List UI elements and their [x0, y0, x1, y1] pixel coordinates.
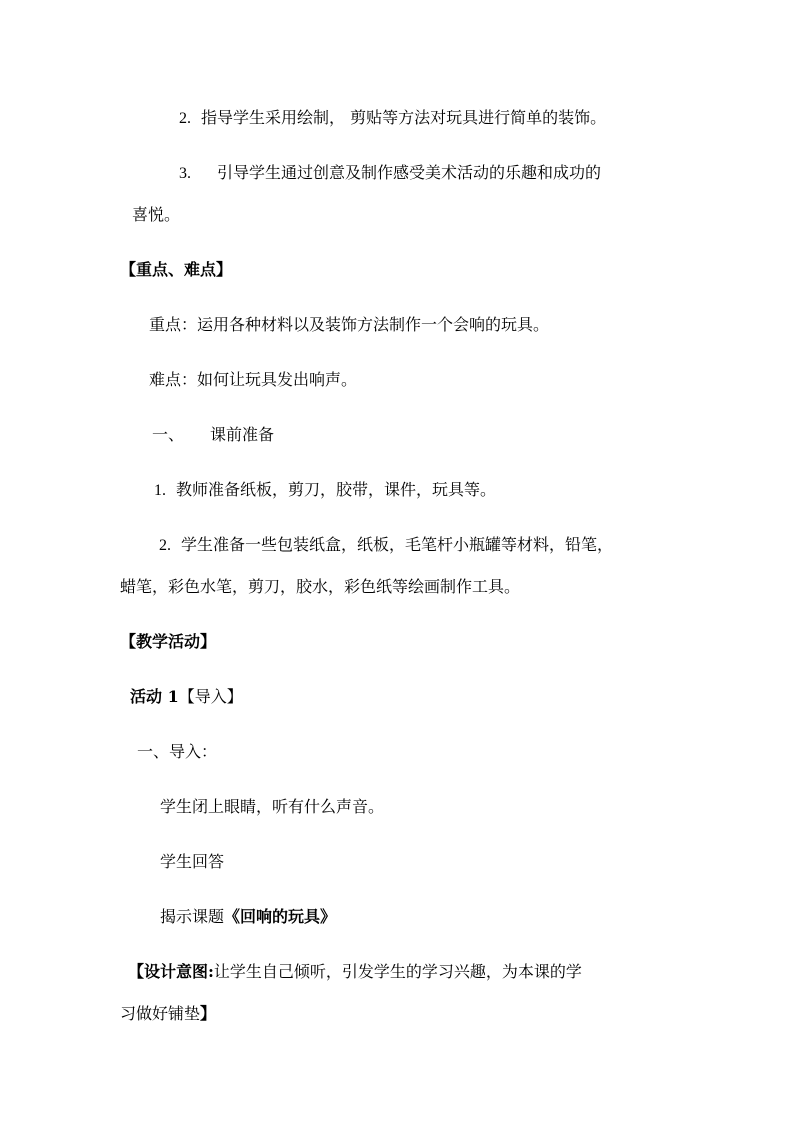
preparation-item-1-number: 1. — [154, 482, 166, 499]
preparation-heading-text: 课前准备 — [210, 425, 275, 444]
activity-1-title: 【导入】 — [178, 687, 243, 706]
design-intent-close: 】 — [200, 1004, 217, 1023]
teaching-activities-heading: 【教学活动】 — [120, 632, 217, 651]
design-intent-label: 【设计意图: — [128, 962, 214, 981]
preparation-item-2-continuation: 蜡笔，彩色水笔，剪刀，胶水，彩色纸等绘画制作工具。 — [120, 577, 521, 596]
preparation-heading-number: 一、 — [152, 425, 185, 444]
objective-item-2-text: 指导学生采用绘制， 剪贴等方法对玩具进行简单的装饰。 — [201, 108, 607, 127]
objective-item-3-number: 3. — [179, 165, 191, 182]
preparation-item-1-text: 教师准备纸板，剪刀，胶带，课件，玩具等。 — [176, 480, 497, 499]
objective-item-3-continuation: 喜悦。 — [132, 205, 181, 224]
preparation-item-1 — [154, 480, 496, 501]
objective-item-3 — [179, 163, 601, 184]
design-intent-text-line2: 习做好铺垫 — [120, 1004, 201, 1023]
intro-step-3-prefix: 揭示课题 — [160, 907, 225, 926]
preparation-item-2-text-line1: 学生准备一些包装纸盒，纸板，毛笔杆小瓶罐等材料，铅笔， — [181, 535, 614, 554]
preparation-heading — [152, 425, 274, 445]
focus-point: 重点：运用各种材料以及装饰方法制作一个会响的玩具。 — [149, 315, 550, 334]
design-intent — [128, 962, 582, 982]
objective-item-3-text-line1: 引导学生通过创意及制作感受美术活动的乐趣和成功的 — [217, 163, 602, 182]
activity-1-label: 活动 1 — [130, 687, 179, 706]
key-points-heading: 【重点、难点】 — [120, 260, 233, 279]
intro-step-1: 学生闭上眼睛，听有什么声音。 — [160, 797, 385, 816]
difficulty-point: 难点：如何让玩具发出响声。 — [149, 370, 358, 389]
intro-step-3 — [160, 907, 336, 927]
design-intent-text-line1: 让学生自己倾听，引发学生的学习兴趣，为本课的学 — [213, 962, 582, 981]
activity-1-heading — [130, 687, 243, 707]
objective-item-2-number: 2. — [179, 110, 191, 127]
preparation-item-2-number: 2. — [159, 537, 171, 554]
lesson-title: 《回响的玩具》 — [224, 907, 337, 926]
design-intent-continuation — [120, 1004, 216, 1024]
intro-heading: 一、导入： — [137, 742, 218, 761]
objective-item-2 — [179, 108, 606, 129]
preparation-item-2 — [159, 535, 613, 556]
intro-step-2: 学生回答 — [160, 852, 225, 871]
